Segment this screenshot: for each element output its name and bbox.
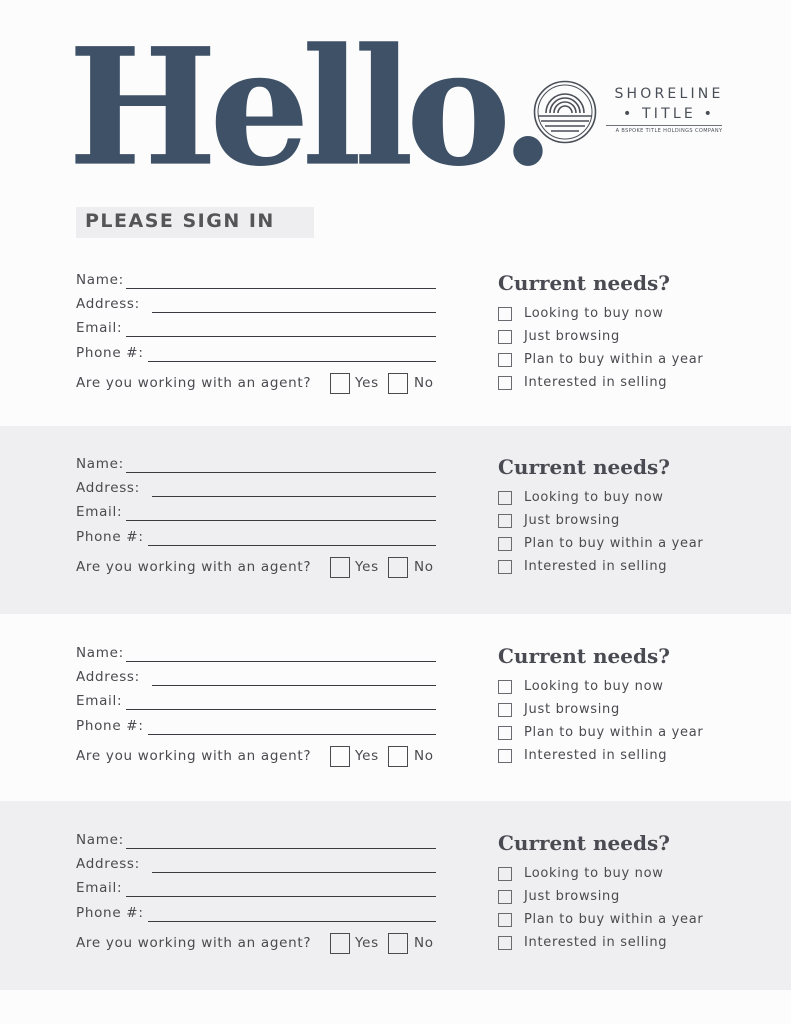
agent-yes-label: Yes (355, 375, 379, 391)
needs-option-label: Just browsing (524, 889, 620, 904)
needs-option[interactable] (498, 888, 738, 906)
agent-question-row (76, 933, 446, 957)
needs-option-label: Interested in selling (524, 559, 668, 574)
needs-option[interactable] (498, 747, 738, 765)
phone-input-line[interactable] (148, 921, 436, 922)
agent-yes-checkbox[interactable] (330, 373, 350, 394)
name-field[interactable] (76, 456, 436, 476)
address-input-line[interactable] (152, 872, 436, 873)
agent-no-checkbox[interactable] (388, 557, 408, 578)
needs-option-label: Interested in selling (524, 748, 668, 763)
current-needs-group (498, 271, 758, 396)
email-label: Email: (76, 880, 123, 896)
needs-option-label: Just browsing (524, 702, 620, 717)
agent-no-label: No (414, 559, 434, 575)
needs-option[interactable] (498, 535, 738, 553)
needs-checkbox[interactable] (498, 680, 512, 694)
needs-option-label: Interested in selling (524, 935, 668, 950)
needs-option[interactable] (498, 724, 738, 742)
name-field[interactable] (76, 832, 436, 852)
needs-option-label: Looking to buy now (524, 490, 664, 505)
needs-checkbox[interactable] (498, 890, 512, 904)
address-label: Address: (76, 480, 140, 496)
needs-option[interactable] (498, 305, 738, 323)
page-title: Hello. (68, 13, 548, 203)
brand-tagline: A BSPOKE TITLE HOLDINGS COMPANY (615, 128, 723, 134)
address-field[interactable] (76, 296, 436, 316)
email-label: Email: (76, 693, 123, 709)
name-input-line[interactable] (126, 661, 436, 662)
needs-option-label: Plan to buy within a year (524, 725, 704, 740)
needs-checkbox[interactable] (498, 353, 512, 367)
needs-option[interactable] (498, 351, 738, 369)
agent-yes-checkbox[interactable] (330, 933, 350, 954)
email-input-line[interactable] (126, 896, 436, 897)
needs-option-label: Just browsing (524, 513, 620, 528)
brand-logo (533, 80, 733, 150)
name-label: Name: (76, 832, 124, 848)
needs-option[interactable] (498, 328, 738, 346)
phone-label: Phone #: (76, 905, 144, 921)
agent-yes-label: Yes (355, 748, 379, 764)
agent-no-label: No (414, 375, 434, 391)
email-label: Email: (76, 320, 123, 336)
name-input-line[interactable] (126, 848, 436, 849)
agent-question-label: Are you working with an agent? (76, 559, 312, 575)
agent-question-label: Are you working with an agent? (76, 935, 312, 951)
address-label: Address: (76, 296, 140, 312)
address-field[interactable] (76, 669, 436, 689)
agent-yes-checkbox[interactable] (330, 746, 350, 767)
agent-no-checkbox[interactable] (388, 373, 408, 394)
needs-checkbox[interactable] (498, 330, 512, 344)
needs-checkbox[interactable] (498, 491, 512, 505)
address-label: Address: (76, 669, 140, 685)
agent-question-label: Are you working with an agent? (76, 375, 312, 391)
needs-option[interactable] (498, 865, 738, 883)
agent-no-checkbox[interactable] (388, 746, 408, 767)
needs-checkbox[interactable] (498, 726, 512, 740)
phone-field[interactable] (76, 345, 436, 365)
needs-option[interactable] (498, 489, 738, 507)
agent-no-checkbox[interactable] (388, 933, 408, 954)
needs-option[interactable] (498, 701, 738, 719)
brand-subname: • TITLE • (622, 106, 716, 122)
agent-yes-label: Yes (355, 935, 379, 951)
needs-option-label: Plan to buy within a year (524, 912, 704, 927)
needs-checkbox[interactable] (498, 560, 512, 574)
current-needs-title: Current needs? (498, 831, 670, 855)
needs-option-label: Looking to buy now (524, 679, 664, 694)
current-needs-title: Current needs? (498, 271, 670, 295)
needs-checkbox[interactable] (498, 749, 512, 763)
needs-option[interactable] (498, 678, 738, 696)
address-field[interactable] (76, 480, 436, 500)
needs-option[interactable] (498, 558, 738, 576)
current-needs-group (498, 644, 758, 769)
agent-no-label: No (414, 748, 434, 764)
name-input-line[interactable] (126, 472, 436, 473)
address-input-line[interactable] (152, 312, 436, 313)
shoreline-logo-icon (533, 80, 597, 144)
needs-checkbox[interactable] (498, 936, 512, 950)
needs-checkbox[interactable] (498, 514, 512, 528)
current-needs-group (498, 831, 758, 956)
phone-label: Phone #: (76, 718, 144, 734)
brand-divider (606, 125, 722, 126)
agent-question-row (76, 746, 446, 770)
agent-question-label: Are you working with an agent? (76, 748, 312, 764)
phone-field[interactable] (76, 718, 436, 738)
email-input-line[interactable] (126, 520, 436, 521)
email-field[interactable] (76, 320, 436, 340)
email-label: Email: (76, 504, 123, 520)
needs-checkbox[interactable] (498, 376, 512, 390)
needs-checkbox[interactable] (498, 913, 512, 927)
needs-option[interactable] (498, 512, 738, 530)
email-field[interactable] (76, 880, 436, 900)
current-needs-group (498, 455, 758, 580)
email-input-line[interactable] (126, 336, 436, 337)
agent-yes-label: Yes (355, 559, 379, 575)
needs-checkbox[interactable] (498, 703, 512, 717)
phone-input-line[interactable] (148, 545, 436, 546)
address-input-line[interactable] (152, 685, 436, 686)
current-needs-title: Current needs? (498, 644, 670, 668)
phone-input-line[interactable] (148, 734, 436, 735)
email-input-line[interactable] (126, 709, 436, 710)
name-label: Name: (76, 272, 124, 288)
email-field[interactable] (76, 504, 436, 524)
needs-option[interactable] (498, 934, 738, 952)
needs-option-label: Plan to buy within a year (524, 352, 704, 367)
agent-yes-checkbox[interactable] (330, 557, 350, 578)
needs-option[interactable] (498, 911, 738, 929)
needs-option[interactable] (498, 374, 738, 392)
current-needs-title: Current needs? (498, 455, 670, 479)
sign-in-label: PLEASE SIGN IN (76, 207, 314, 238)
address-field[interactable] (76, 856, 436, 876)
address-input-line[interactable] (152, 496, 436, 497)
agent-question-row (76, 557, 446, 581)
agent-question-row (76, 373, 446, 397)
needs-checkbox[interactable] (498, 537, 512, 551)
name-label: Name: (76, 645, 124, 661)
needs-option-label: Just browsing (524, 329, 620, 344)
phone-field[interactable] (76, 529, 436, 549)
needs-checkbox[interactable] (498, 307, 512, 321)
phone-input-line[interactable] (148, 361, 436, 362)
phone-label: Phone #: (76, 345, 144, 361)
agent-no-label: No (414, 935, 434, 951)
name-field[interactable] (76, 645, 436, 665)
name-input-line[interactable] (126, 288, 436, 289)
brand-name: SHORELINE (614, 86, 724, 102)
name-field[interactable] (76, 272, 436, 292)
needs-option-label: Looking to buy now (524, 306, 664, 321)
name-label: Name: (76, 456, 124, 472)
needs-option-label: Looking to buy now (524, 866, 664, 881)
email-field[interactable] (76, 693, 436, 713)
needs-checkbox[interactable] (498, 867, 512, 881)
address-label: Address: (76, 856, 140, 872)
needs-option-label: Plan to buy within a year (524, 536, 704, 551)
phone-field[interactable] (76, 905, 436, 925)
phone-label: Phone #: (76, 529, 144, 545)
needs-option-label: Interested in selling (524, 375, 668, 390)
